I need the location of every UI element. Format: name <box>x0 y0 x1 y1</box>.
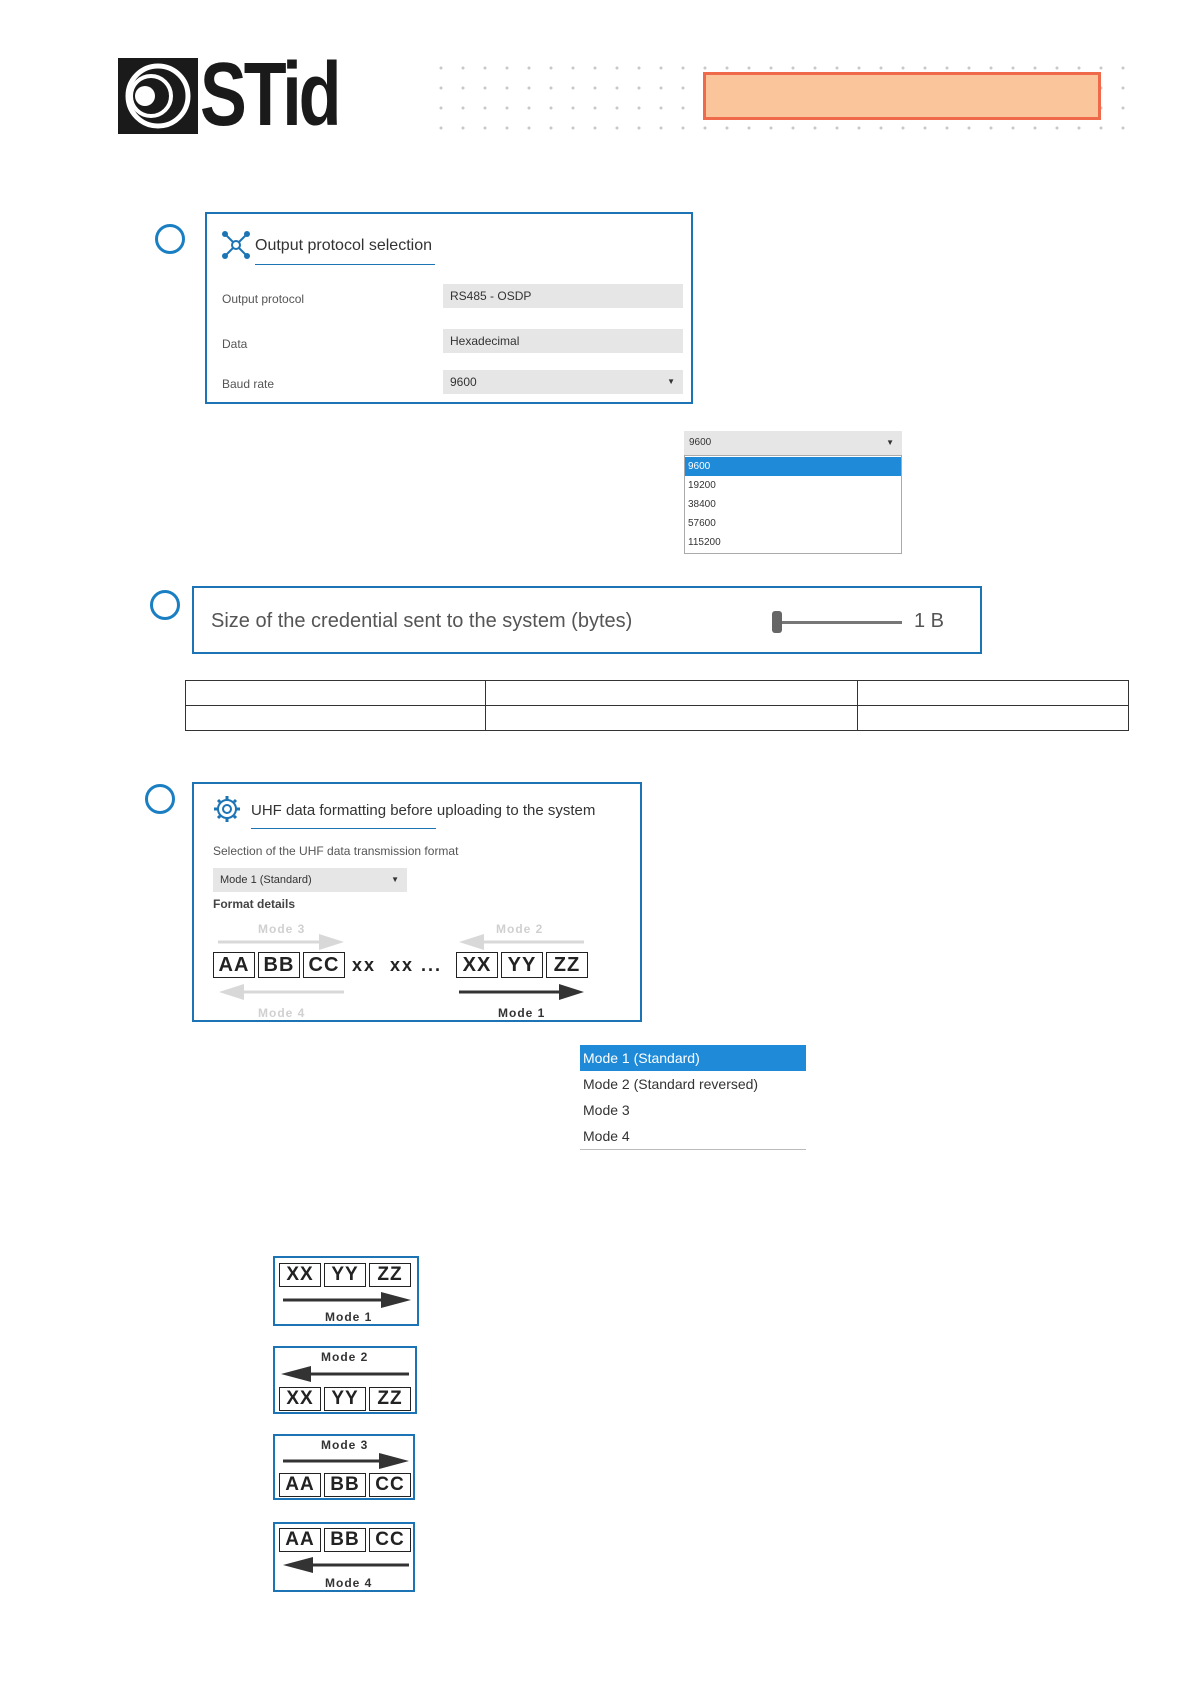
credential-size-value: 1 B <box>914 610 945 632</box>
byte-box: AA <box>213 952 255 978</box>
baud-option[interactable]: 38400 <box>688 499 716 510</box>
mode-4-diagram <box>273 1522 415 1592</box>
format-selection-label: Selection of the UHF data transmission format <box>213 844 459 858</box>
mode-2-diagram <box>273 1346 417 1414</box>
table-cell <box>858 706 1129 731</box>
step-circle-2 <box>150 590 180 620</box>
logo-mark-icon <box>118 58 198 134</box>
baud-rate-value: 9600 <box>450 375 477 389</box>
arrow-left-icon <box>281 1557 411 1573</box>
byte-box: CC <box>369 1528 411 1552</box>
step-circle-1 <box>155 224 185 254</box>
baud-dropdown-list <box>684 455 902 554</box>
byte-sequence <box>279 1387 414 1411</box>
output-protocol-panel <box>205 212 693 404</box>
chevron-down-icon: ▼ <box>667 377 675 386</box>
mode-label: Mode 4 <box>325 1576 373 1590</box>
header-title-box <box>703 72 1101 120</box>
arrow-right-icon <box>281 1292 413 1308</box>
step-circle-3 <box>145 784 175 814</box>
chevron-down-icon: ▼ <box>886 438 894 447</box>
slider-thumb[interactable] <box>772 611 782 633</box>
data-field[interactable]: Hexadecimal <box>443 329 683 353</box>
mode-4-label: Mode 4 <box>258 1006 306 1020</box>
byte-box: YY <box>501 952 543 978</box>
baud-rate-label: Baud rate <box>222 377 275 391</box>
stid-logo <box>118 45 358 145</box>
baud-option[interactable]: 9600 <box>685 457 901 476</box>
mode-label: Mode 2 <box>321 1350 369 1364</box>
panel-title: UHF data formatting before uploading to the system <box>251 802 596 819</box>
byte-box: ZZ <box>546 952 588 978</box>
mode-option[interactable]: Mode 1 (Standard) <box>580 1045 806 1071</box>
byte-box: BB <box>258 952 300 978</box>
credential-size-label: Size of the credential sent to the system (bytes) <box>211 610 633 632</box>
byte-box: XX <box>279 1263 321 1287</box>
mode-label: Mode 3 <box>321 1438 369 1452</box>
byte-box: YY <box>324 1263 366 1287</box>
table-cell <box>186 681 486 706</box>
data-label: Data <box>222 337 248 351</box>
byte-box: CC <box>303 952 345 978</box>
gear-icon <box>212 794 242 824</box>
mode-3-label: Mode 3 <box>258 922 306 936</box>
mode-3-diagram <box>273 1434 415 1500</box>
table-cell <box>486 681 858 706</box>
baud-option[interactable]: 57600 <box>688 518 716 529</box>
mode-select[interactable] <box>213 868 407 892</box>
credential-size-panel <box>192 586 982 654</box>
baud-option[interactable]: 19200 <box>688 480 716 491</box>
byte-box: YY <box>324 1387 366 1411</box>
byte-box: AA <box>279 1528 321 1552</box>
byte-box: AA <box>279 1473 321 1497</box>
chevron-down-icon: ▼ <box>391 875 399 884</box>
byte-sequence-left <box>213 952 348 978</box>
network-icon <box>221 230 251 260</box>
mode-option[interactable]: Mode 4 <box>583 1128 630 1144</box>
uhf-formatting-panel <box>192 782 642 1022</box>
mode-option[interactable]: Mode 3 <box>583 1102 630 1118</box>
byte-box: ZZ <box>369 1263 411 1287</box>
mode-1-diagram <box>273 1256 419 1326</box>
byte-box: BB <box>324 1473 366 1497</box>
byte-box: BB <box>324 1528 366 1552</box>
byte-box: XX <box>456 952 498 978</box>
mode-dropdown-list <box>580 1045 806 1150</box>
title-underline <box>255 264 435 265</box>
arrow-right-icon <box>281 1453 411 1469</box>
format-details-label: Format details <box>213 897 296 911</box>
panel-title: Output protocol selection <box>255 237 432 254</box>
table-row <box>186 681 1129 706</box>
byte-sequence <box>279 1263 414 1287</box>
slider-track[interactable] <box>778 621 902 624</box>
byte-box: ZZ <box>369 1387 411 1411</box>
mode-2-label: Mode 2 <box>496 922 544 936</box>
baud-dropdown-header[interactable] <box>684 431 902 455</box>
empty-table <box>185 680 1129 731</box>
byte-sequence <box>279 1528 414 1552</box>
table-cell <box>186 706 486 731</box>
output-protocol-label: Output protocol <box>222 292 305 306</box>
mode-option[interactable]: Mode 2 (Standard reversed) <box>583 1076 759 1092</box>
byte-box: XX <box>279 1387 321 1411</box>
logo-text: STid <box>200 45 339 145</box>
byte-sequence <box>279 1473 414 1497</box>
output-protocol-field[interactable]: RS485 - OSDP <box>443 284 683 308</box>
table-cell <box>486 706 858 731</box>
byte-sequence-right <box>456 952 591 978</box>
table-row <box>186 706 1129 731</box>
mode-1-label: Mode 1 <box>498 1006 546 1020</box>
title-underline <box>251 828 436 829</box>
mode-label: Mode 1 <box>325 1310 373 1324</box>
baud-dropdown-selected: 9600 <box>689 437 712 448</box>
arrow-left-icon <box>279 1366 411 1382</box>
table-cell <box>858 681 1129 706</box>
byte-box: CC <box>369 1473 411 1497</box>
byte-sequence-middle: xx xx ... <box>352 955 443 975</box>
baud-option[interactable]: 115200 <box>688 537 721 548</box>
mode-select-value: Mode 1 (Standard) <box>220 874 312 886</box>
baud-rate-select[interactable] <box>443 370 683 394</box>
